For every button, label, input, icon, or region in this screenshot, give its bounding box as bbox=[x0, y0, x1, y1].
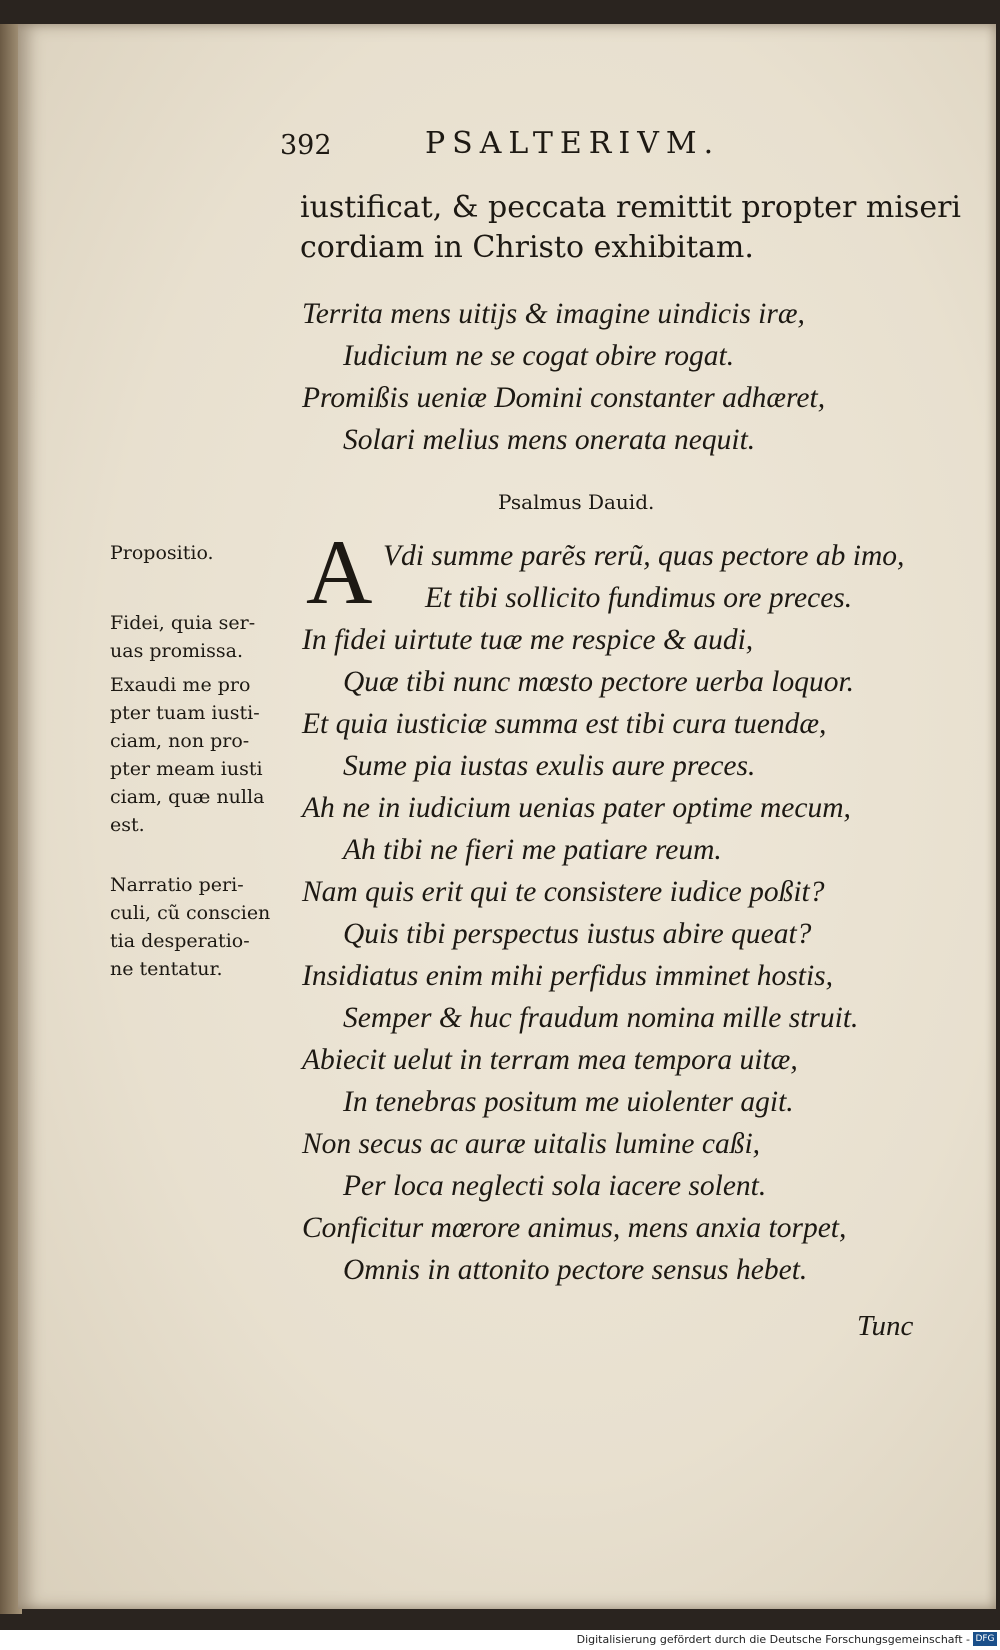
prose-line: cordiam in Christo exhibitam. bbox=[300, 230, 754, 265]
margin-note-line: Propositio. bbox=[110, 542, 214, 564]
psalm-verse-line: Semper & huc fraudum nomina mille struit. bbox=[343, 1002, 859, 1034]
argument-verse-line: Solari melius mens onerata nequit. bbox=[343, 424, 756, 456]
psalm-verse-line: In fidei uirtute tuæ me respice & audi, bbox=[302, 624, 754, 656]
catchword: Tunc bbox=[857, 1310, 914, 1342]
psalm-verse-line: Quis tibi perspectus iustus abire queat? bbox=[343, 918, 812, 950]
argument-verse-line: Promißis ueniæ Domini constanter adhæret, bbox=[302, 382, 826, 414]
psalm-verse-line: Omnis in attonito pectore sensus hebet. bbox=[343, 1254, 808, 1286]
argument-verse-line: Territa mens uitijs & imagine uindicis iræ, bbox=[302, 298, 805, 330]
psalm-verse-line: Conficitur mœrore animus, mens anxia torpet, bbox=[302, 1212, 847, 1244]
margin-note-line: culi, cũ conscien bbox=[110, 902, 271, 924]
psalm-verse-line: Nam quis erit qui te consistere iudice poßit? bbox=[302, 876, 825, 908]
psalm-verse-line: In tenebras positum me uiolenter agit. bbox=[343, 1086, 794, 1118]
psalm-heading: Psalmus Dauid. bbox=[498, 490, 655, 514]
psalm-verse-line: Insidiatus enim mihi perfidus imminet hostis, bbox=[302, 960, 833, 992]
psalm-verse-line: Non secus ac auræ uitalis lumine caßi, bbox=[302, 1128, 761, 1160]
margin-note-line: uas promissa. bbox=[110, 640, 243, 662]
drop-capital: A bbox=[306, 521, 373, 623]
page-number: 392 bbox=[280, 130, 332, 161]
margin-note-line: est. bbox=[110, 814, 145, 836]
margin-note-line: ciam, non pro- bbox=[110, 730, 250, 752]
dfg-logo: DFG bbox=[973, 1632, 997, 1646]
running-title: PSALTERIVM. bbox=[425, 126, 721, 161]
margin-note-line: Fidei, quia ser- bbox=[110, 612, 256, 634]
psalm-verse-line: Et tibi sollicito fundimus ore preces. bbox=[425, 582, 853, 614]
psalm-verse-line: Per loca neglecti sola iacere solent. bbox=[343, 1170, 767, 1202]
psalm-verse-line: Et quia iusticiæ summa est tibi cura tuendæ, bbox=[302, 708, 827, 740]
psalm-verse-line: Ah tibi ne fieri me patiare reum. bbox=[343, 834, 722, 866]
margin-note-line: tia desperatio- bbox=[110, 930, 250, 952]
argument-verse-line: Iudicium ne se cogat obire rogat. bbox=[343, 340, 735, 372]
margin-note-line: Narratio peri- bbox=[110, 874, 244, 896]
margin-note-line: pter tuam iusti- bbox=[110, 702, 260, 724]
prose-line: iustificat, & peccata remittit propter miseri bbox=[300, 190, 962, 225]
margin-note-line: ne tentatur. bbox=[110, 958, 223, 980]
psalm-verse-line: Ah ne in iudicium uenias pater optime mecum, bbox=[302, 792, 851, 824]
psalm-verse-line: Quæ tibi nunc mœsto pectore uerba loquor. bbox=[343, 666, 855, 698]
footer-credit: Digitalisierung gefördert durch die Deutsche Forschungsgemeinschaft - bbox=[576, 1633, 970, 1646]
margin-note-line: ciam, quæ nulla bbox=[110, 786, 265, 808]
margin-note-line: pter meam iusti bbox=[110, 758, 263, 780]
margin-note-line: Exaudi me pro bbox=[110, 674, 251, 696]
psalm-verse-line: Sume pia iustas exulis aure preces. bbox=[343, 750, 756, 782]
psalm-verse-line: Vdi summe parẽs rerũ, quas pectore ab imo, bbox=[383, 540, 905, 572]
psalm-verse-line: Abiecit uelut in terram mea tempora uitæ, bbox=[302, 1044, 798, 1076]
